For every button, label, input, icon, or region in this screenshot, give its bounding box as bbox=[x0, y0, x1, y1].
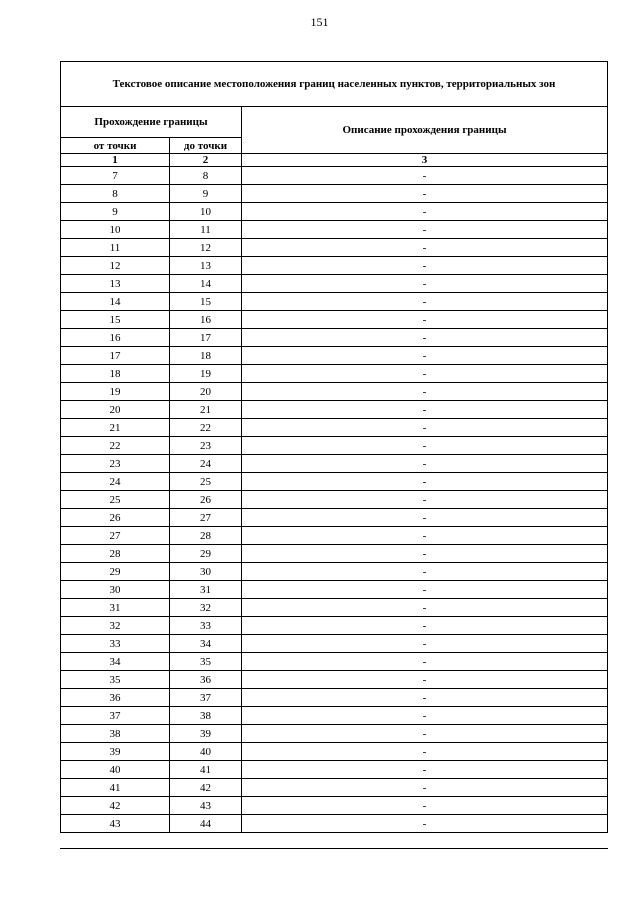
to-point-cell: 30 bbox=[170, 563, 242, 581]
to-point-cell: 41 bbox=[170, 761, 242, 779]
table-row bbox=[61, 185, 608, 203]
to-point-cell: 34 bbox=[170, 635, 242, 653]
description-cell: - bbox=[242, 221, 608, 239]
to-point-cell: 18 bbox=[170, 347, 242, 365]
description-cell: - bbox=[242, 671, 608, 689]
to-point-cell: 31 bbox=[170, 581, 242, 599]
table-row bbox=[61, 329, 608, 347]
to-point-cell: 23 bbox=[170, 437, 242, 455]
from-point-cell: 9 bbox=[61, 203, 170, 221]
to-point-cell: 40 bbox=[170, 743, 242, 761]
table-row bbox=[61, 545, 608, 563]
table-row bbox=[61, 599, 608, 617]
table-row bbox=[61, 239, 608, 257]
table-row bbox=[61, 437, 608, 455]
boundary-description-table bbox=[60, 61, 608, 833]
from-point-cell: 14 bbox=[61, 293, 170, 311]
from-point-cell: 21 bbox=[61, 419, 170, 437]
table-row bbox=[61, 347, 608, 365]
description-cell: - bbox=[242, 779, 608, 797]
description-cell: - bbox=[242, 419, 608, 437]
from-point-cell: 30 bbox=[61, 581, 170, 599]
to-point-cell: 13 bbox=[170, 257, 242, 275]
table-row bbox=[61, 779, 608, 797]
from-point-cell: 15 bbox=[61, 311, 170, 329]
to-point-cell: 44 bbox=[170, 815, 242, 833]
from-point-cell: 33 bbox=[61, 635, 170, 653]
header-description: Описание прохождения границы bbox=[242, 107, 608, 154]
table-row bbox=[61, 473, 608, 491]
description-cell: - bbox=[242, 401, 608, 419]
to-point-cell: 43 bbox=[170, 797, 242, 815]
description-cell: - bbox=[242, 599, 608, 617]
from-point-cell: 13 bbox=[61, 275, 170, 293]
from-point-cell: 32 bbox=[61, 617, 170, 635]
to-point-cell: 19 bbox=[170, 365, 242, 383]
table-row bbox=[61, 275, 608, 293]
to-point-cell: 21 bbox=[170, 401, 242, 419]
description-cell: - bbox=[242, 653, 608, 671]
description-cell: - bbox=[242, 293, 608, 311]
table-bottom-rule bbox=[60, 848, 608, 849]
from-point-cell: 35 bbox=[61, 671, 170, 689]
to-point-cell: 39 bbox=[170, 725, 242, 743]
from-point-cell: 22 bbox=[61, 437, 170, 455]
to-point-cell: 25 bbox=[170, 473, 242, 491]
to-point-cell: 12 bbox=[170, 239, 242, 257]
description-cell: - bbox=[242, 725, 608, 743]
to-point-cell: 14 bbox=[170, 275, 242, 293]
to-point-cell: 42 bbox=[170, 779, 242, 797]
from-point-cell: 36 bbox=[61, 689, 170, 707]
to-point-cell: 24 bbox=[170, 455, 242, 473]
description-cell: - bbox=[242, 167, 608, 185]
from-point-cell: 43 bbox=[61, 815, 170, 833]
column-number-3: 3 bbox=[242, 154, 608, 167]
table-row bbox=[61, 617, 608, 635]
to-point-cell: 26 bbox=[170, 491, 242, 509]
table-row bbox=[61, 257, 608, 275]
table-row bbox=[61, 635, 608, 653]
description-cell: - bbox=[242, 365, 608, 383]
from-point-cell: 26 bbox=[61, 509, 170, 527]
description-cell: - bbox=[242, 815, 608, 833]
page-number: 151 bbox=[310, 15, 329, 29]
from-point-cell: 7 bbox=[61, 167, 170, 185]
table-row bbox=[61, 401, 608, 419]
table-title: Текстовое описание местоположения границ населенных пунктов, территориальных зон bbox=[61, 62, 608, 107]
from-point-cell: 38 bbox=[61, 725, 170, 743]
to-point-cell: 27 bbox=[170, 509, 242, 527]
table-row bbox=[61, 221, 608, 239]
description-cell: - bbox=[242, 527, 608, 545]
from-point-cell: 39 bbox=[61, 743, 170, 761]
description-cell: - bbox=[242, 635, 608, 653]
description-cell: - bbox=[242, 491, 608, 509]
description-cell: - bbox=[242, 689, 608, 707]
to-point-cell: 33 bbox=[170, 617, 242, 635]
table-row bbox=[61, 797, 608, 815]
table-row bbox=[61, 491, 608, 509]
from-point-cell: 31 bbox=[61, 599, 170, 617]
to-point-cell: 20 bbox=[170, 383, 242, 401]
from-point-cell: 11 bbox=[61, 239, 170, 257]
to-point-cell: 16 bbox=[170, 311, 242, 329]
column-number-1: 1 bbox=[61, 154, 170, 167]
from-point-cell: 41 bbox=[61, 779, 170, 797]
from-point-cell: 23 bbox=[61, 455, 170, 473]
description-cell: - bbox=[242, 581, 608, 599]
description-cell: - bbox=[242, 563, 608, 581]
table-row bbox=[61, 581, 608, 599]
description-cell: - bbox=[242, 545, 608, 563]
table-row bbox=[61, 743, 608, 761]
from-point-cell: 24 bbox=[61, 473, 170, 491]
from-point-cell: 18 bbox=[61, 365, 170, 383]
to-point-cell: 8 bbox=[170, 167, 242, 185]
to-point-cell: 38 bbox=[170, 707, 242, 725]
from-point-cell: 40 bbox=[61, 761, 170, 779]
to-point-cell: 28 bbox=[170, 527, 242, 545]
description-cell: - bbox=[242, 761, 608, 779]
from-point-cell: 42 bbox=[61, 797, 170, 815]
header-to-point: до точки bbox=[170, 138, 242, 154]
from-point-cell: 17 bbox=[61, 347, 170, 365]
table-row bbox=[61, 311, 608, 329]
from-point-cell: 8 bbox=[61, 185, 170, 203]
table-row bbox=[61, 419, 608, 437]
table-row bbox=[61, 203, 608, 221]
from-point-cell: 34 bbox=[61, 653, 170, 671]
from-point-cell: 28 bbox=[61, 545, 170, 563]
from-point-cell: 27 bbox=[61, 527, 170, 545]
to-point-cell: 37 bbox=[170, 689, 242, 707]
table-row bbox=[61, 653, 608, 671]
from-point-cell: 25 bbox=[61, 491, 170, 509]
from-point-cell: 20 bbox=[61, 401, 170, 419]
description-cell: - bbox=[242, 617, 608, 635]
table-row bbox=[61, 383, 608, 401]
description-cell: - bbox=[242, 707, 608, 725]
table-row bbox=[61, 509, 608, 527]
to-point-cell: 29 bbox=[170, 545, 242, 563]
description-cell: - bbox=[242, 203, 608, 221]
table-row bbox=[61, 689, 608, 707]
description-cell: - bbox=[242, 437, 608, 455]
description-cell: - bbox=[242, 275, 608, 293]
table-row bbox=[61, 563, 608, 581]
to-point-cell: 11 bbox=[170, 221, 242, 239]
from-point-cell: 16 bbox=[61, 329, 170, 347]
table-row bbox=[61, 365, 608, 383]
to-point-cell: 9 bbox=[170, 185, 242, 203]
from-point-cell: 12 bbox=[61, 257, 170, 275]
table-row bbox=[61, 761, 608, 779]
table-row bbox=[61, 707, 608, 725]
description-cell: - bbox=[242, 185, 608, 203]
description-cell: - bbox=[242, 797, 608, 815]
description-cell: - bbox=[242, 311, 608, 329]
from-point-cell: 37 bbox=[61, 707, 170, 725]
table-row bbox=[61, 293, 608, 311]
column-number-2: 2 bbox=[170, 154, 242, 167]
description-cell: - bbox=[242, 473, 608, 491]
table-row bbox=[61, 527, 608, 545]
from-point-cell: 10 bbox=[61, 221, 170, 239]
description-cell: - bbox=[242, 257, 608, 275]
table-row bbox=[61, 167, 608, 185]
description-cell: - bbox=[242, 239, 608, 257]
to-point-cell: 36 bbox=[170, 671, 242, 689]
header-from-point: от точки bbox=[61, 138, 170, 154]
description-cell: - bbox=[242, 455, 608, 473]
description-cell: - bbox=[242, 347, 608, 365]
from-point-cell: 19 bbox=[61, 383, 170, 401]
table-row bbox=[61, 671, 608, 689]
to-point-cell: 15 bbox=[170, 293, 242, 311]
header-boundary-passage: Прохождение границы bbox=[61, 107, 242, 138]
table-row bbox=[61, 455, 608, 473]
to-point-cell: 35 bbox=[170, 653, 242, 671]
to-point-cell: 10 bbox=[170, 203, 242, 221]
table-body bbox=[61, 167, 608, 833]
to-point-cell: 17 bbox=[170, 329, 242, 347]
to-point-cell: 22 bbox=[170, 419, 242, 437]
description-cell: - bbox=[242, 509, 608, 527]
from-point-cell: 29 bbox=[61, 563, 170, 581]
to-point-cell: 32 bbox=[170, 599, 242, 617]
description-cell: - bbox=[242, 743, 608, 761]
description-cell: - bbox=[242, 329, 608, 347]
table-row bbox=[61, 815, 608, 833]
description-cell: - bbox=[242, 383, 608, 401]
table-row bbox=[61, 725, 608, 743]
